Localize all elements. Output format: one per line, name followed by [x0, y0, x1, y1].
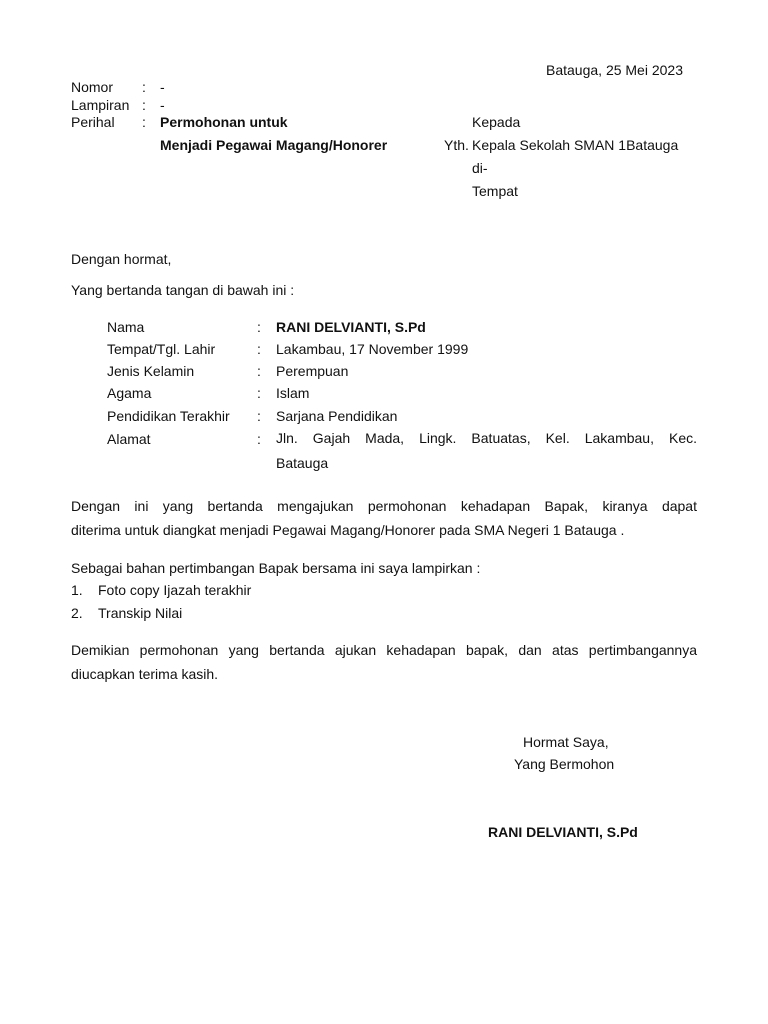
attachment-item: Foto copy Ijazah terakhir [98, 582, 252, 598]
recipient-di: di- [472, 160, 488, 176]
identity-separator: : [257, 385, 261, 401]
perihal-line-1: Permohonan untuk [160, 114, 288, 130]
identity-label-gender: Jenis Kelamin [107, 363, 195, 379]
signature-name: RANI DELVIANTI, S.Pd [488, 824, 638, 840]
attachment-item: Transkip Nilai [98, 605, 183, 621]
identity-separator: : [257, 431, 261, 447]
identity-label-ttl: Tempat/Tgl. Lahir [107, 341, 216, 357]
identity-separator: : [257, 319, 261, 335]
attachments-intro: Sebagai bahan pertimbangan Bapak bersama ini saya lampirkan : [71, 560, 481, 576]
attachment-number: 2. [71, 605, 83, 621]
identity-label-pendidikan: Pendidikan Terakhir [107, 408, 230, 424]
greeting: Dengan hormat, [71, 251, 172, 267]
signature-greeting: Hormat Saya, [523, 734, 609, 750]
identity-separator: : [257, 341, 261, 357]
identity-separator: : [257, 363, 261, 379]
lampiran-value: - [160, 97, 165, 113]
closing-line-2: diucapkan terima kasih. [71, 666, 219, 682]
identity-value-gender: Perempuan [276, 363, 349, 379]
recipient-yth: Yth. [444, 137, 469, 153]
identity-value-agama: Islam [276, 385, 310, 401]
nomor-separator: : [142, 79, 146, 95]
recipient-kepada: Kepada [472, 114, 521, 130]
perihal-line-2: Menjadi Pegawai Magang/Honorer [160, 137, 388, 153]
identity-value-nama: RANI DELVIANTI, S.Pd [276, 319, 426, 335]
identity-label-nama: Nama [107, 319, 145, 335]
identity-separator: : [257, 408, 261, 424]
paragraph-request-line-1: Dengan ini yang bertanda mengajukan permohonan kehadapan Bapak, kiranya dapat [71, 498, 697, 514]
identity-value-ttl: Lakambau, 17 November 1999 [276, 341, 469, 357]
nomor-label: Nomor [71, 79, 114, 95]
signature-title: Yang Bermohon [514, 756, 615, 772]
attachment-number: 1. [71, 582, 83, 598]
lampiran-separator: : [142, 97, 146, 113]
nomor-value: - [160, 79, 165, 95]
closing-line-1: Demikian permohonan yang bertanda ajukan kehadapan bapak, dan atas pertimbangannya [71, 642, 697, 658]
recipient-tempat: Tempat [472, 183, 518, 199]
paragraph-request-line-2: diterima untuk diangkat menjadi Pegawai Magang/Honorer pada SMA Negeri 1 Batauga . [71, 522, 625, 538]
identity-label-alamat: Alamat [107, 431, 151, 447]
recipient-name: Kepala Sekolah SMAN 1Batauga [472, 137, 679, 153]
identity-label-agama: Agama [107, 385, 152, 401]
perihal-label: Perihal [71, 114, 115, 130]
identity-value-alamat: Jln. Gajah Mada, Lingk. Batuatas, Kel. Lakambau, Kec. [276, 430, 697, 446]
identity-value-alamat-cont: Batauga [276, 455, 329, 471]
letter-date: Batauga, 25 Mei 2023 [546, 62, 683, 78]
lampiran-label: Lampiran [71, 97, 130, 113]
perihal-separator: : [142, 114, 146, 130]
intro-text: Yang bertanda tangan di bawah ini : [71, 282, 295, 298]
identity-value-pendidikan: Sarjana Pendidikan [276, 408, 398, 424]
